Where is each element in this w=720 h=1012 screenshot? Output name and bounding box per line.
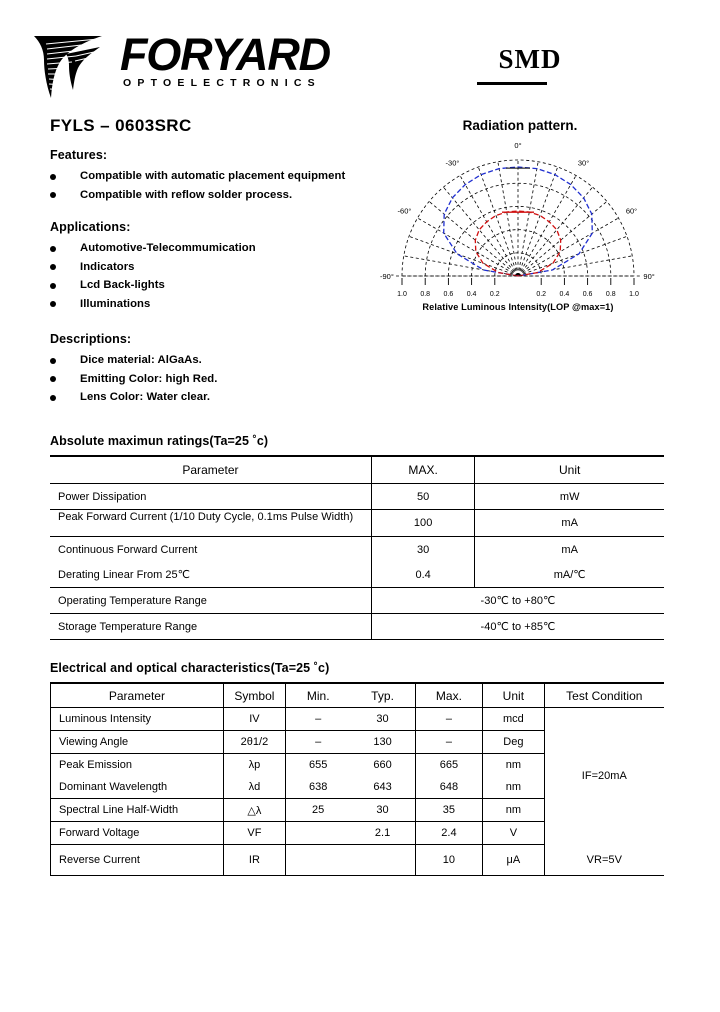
- svg-text:0.8: 0.8: [605, 291, 616, 298]
- cell-typ: 660: [373, 759, 392, 771]
- column-header-typ: Typ.: [350, 683, 415, 708]
- cell-parameter: Dominant Wavelength: [51, 776, 224, 799]
- applications-heading: Applications:: [50, 220, 131, 234]
- cell-typ: 30: [350, 799, 415, 822]
- cell-parameter: Peak Emission: [51, 754, 224, 777]
- svg-text:0°: 0°: [514, 140, 522, 150]
- svg-text:0.2: 0.2: [489, 291, 500, 298]
- features-section: [50, 148, 345, 204]
- cell-min: [286, 822, 351, 845]
- svg-text:30°: 30°: [577, 158, 590, 168]
- cell-max: 2.4: [415, 822, 482, 845]
- cell-typ: [350, 845, 415, 876]
- abs-max-table-title: Absolute maximun ratings(Ta=25 ˚c): [50, 434, 269, 448]
- cell-symbol: λd: [223, 776, 285, 799]
- cell-unit: nm: [483, 776, 544, 799]
- column-header-symbol: Symbol: [223, 683, 285, 708]
- part-number: FYLS – 0603SRC: [50, 116, 192, 135]
- svg-text:0.8: 0.8: [420, 291, 431, 298]
- cell-max: 100: [371, 510, 475, 537]
- applications-section: [50, 220, 256, 313]
- package-type-underline: [477, 82, 547, 85]
- cell-max: 30: [371, 537, 475, 563]
- table-row: [50, 614, 664, 640]
- electrical-optical-characteristics-table: [50, 682, 664, 876]
- cell-unit: μA: [483, 845, 544, 876]
- cell-unit: mA: [475, 510, 664, 537]
- svg-text:90°: 90°: [643, 272, 655, 281]
- column-header-min: Min.: [286, 683, 351, 708]
- cell-parameter: Operating Temperature Range: [50, 588, 371, 614]
- list-item: Automotive-Telecommumication: [50, 239, 256, 258]
- column-header-test-condition: Test Condition: [544, 683, 664, 708]
- radiation-pattern-title: Radiation pattern.: [462, 118, 578, 133]
- list-item: Compatible with reflow solder process.: [50, 186, 345, 205]
- cell-parameter: [50, 510, 371, 537]
- cell-typ: 2.1: [350, 822, 415, 845]
- electrical-table-title: Electrical and optical characteristics(Ta=25 ˚c): [50, 661, 330, 675]
- list-item: Dice material: AlGaAs.: [50, 351, 217, 370]
- cell-parameter: Continuous Forward Current: [50, 537, 371, 563]
- features-heading: Features:: [50, 148, 108, 162]
- cell-unit: nm: [483, 799, 544, 822]
- svg-text:0.6: 0.6: [443, 291, 454, 298]
- cell-min: [286, 845, 351, 876]
- list-item: Illuminations: [50, 295, 256, 314]
- brand-block: [120, 30, 330, 89]
- cell-min: 638: [286, 776, 351, 799]
- cell-symbol: IR: [223, 845, 285, 876]
- cell-parameter-text: Peak Forward Current (1/10 Duty Cycle, 0.1ms Pulse Width): [58, 511, 354, 523]
- cell-unit: mcd: [483, 708, 544, 731]
- cell-parameter: Power Dissipation: [50, 484, 371, 510]
- descriptions-heading: Descriptions:: [50, 332, 132, 346]
- list-item: Lens Color: Water clear.: [50, 388, 217, 407]
- cell-max: 35: [415, 799, 482, 822]
- svg-text:-90°: -90°: [379, 272, 394, 281]
- svg-text:0.4: 0.4: [466, 291, 477, 298]
- cell-min: –: [286, 731, 351, 754]
- cell-unit: nm: [483, 754, 544, 777]
- cell-parameter: Spectral Line Half-Width: [51, 799, 224, 822]
- foryard-logo-icon: [32, 32, 114, 100]
- descriptions-list: [50, 351, 217, 407]
- cell-value-span: -30℃ to +80℃: [371, 588, 664, 614]
- cell-max: –: [415, 731, 482, 754]
- cell-unit: V: [483, 822, 544, 845]
- cell-unit: mA: [561, 543, 578, 556]
- svg-text:60°: 60°: [625, 206, 638, 216]
- cell-parameter: Reverse Current: [51, 845, 224, 876]
- svg-text:0.2: 0.2: [536, 291, 547, 298]
- table-row: [51, 845, 665, 876]
- column-header-unit: Unit: [483, 683, 544, 708]
- table-header-row: [50, 456, 664, 484]
- radiation-pattern-chart: [378, 140, 658, 315]
- cell-parameter: Storage Temperature Range: [50, 614, 371, 640]
- cell-max: 50: [371, 484, 475, 510]
- table-header-row: [51, 683, 665, 708]
- cell-test-condition: IF=20mA: [544, 708, 664, 845]
- cell-max: 648: [415, 776, 482, 799]
- column-header-parameter: Parameter: [51, 683, 224, 708]
- cell-symbol: IV: [223, 708, 285, 731]
- cell-unit: mW: [475, 484, 664, 510]
- cell-max: 10: [415, 845, 482, 876]
- table-row: [51, 708, 665, 731]
- column-header-parameter: Parameter: [50, 456, 371, 484]
- cell-symbol: 2θ1/2: [223, 731, 285, 754]
- absolute-maximum-ratings-table: [50, 455, 664, 640]
- brand-tagline: OPTOELECTRONICS: [123, 77, 321, 89]
- cell-typ: 643: [350, 776, 415, 799]
- table-row: [50, 484, 664, 510]
- cell-parameter: Luminous Intensity: [51, 708, 224, 731]
- table-row: [50, 510, 664, 537]
- cell-symbol: VF: [223, 822, 285, 845]
- brand-name: FORYARD: [120, 29, 330, 80]
- cell-typ: 30: [350, 708, 415, 731]
- cell-test-condition: VR=5V: [544, 845, 664, 876]
- cell-symbol: △λ: [223, 799, 285, 822]
- table-row: [50, 537, 664, 563]
- svg-text:1.0: 1.0: [629, 291, 639, 298]
- cell-symbol: λp: [223, 754, 285, 777]
- cell-parameter: Viewing Angle: [51, 731, 224, 754]
- list-item: Emitting Color: high Red.: [50, 370, 217, 389]
- cell-min: –: [286, 708, 351, 731]
- table-row: [50, 588, 664, 614]
- applications-list: [50, 239, 256, 313]
- package-type-label: SMD: [498, 44, 562, 74]
- column-header-max: Max.: [415, 683, 482, 708]
- cell-parameter: Forward Voltage: [51, 822, 224, 845]
- cell-max: –: [415, 708, 482, 731]
- cell-min: 25: [286, 799, 351, 822]
- cell-max: 665: [415, 754, 482, 777]
- cell-parameter: Derating Linear From 25℃: [50, 562, 371, 588]
- column-header-max: MAX.: [371, 456, 475, 484]
- cell-value-span: -40℃ to +85℃: [371, 614, 664, 640]
- cell-unit: Deg: [483, 731, 544, 754]
- table-row: [50, 562, 664, 588]
- svg-text:1.0: 1.0: [397, 291, 407, 298]
- cell-unit: mA/℃: [475, 562, 664, 588]
- cell-min: 655: [286, 754, 351, 777]
- descriptions-section: [50, 332, 217, 407]
- column-header-unit: Unit: [475, 456, 664, 484]
- radiation-pattern-axis-label: Relative Luminous Intensity(LOP @max=1): [422, 302, 614, 312]
- features-list: [50, 167, 345, 204]
- svg-text:-30°: -30°: [445, 158, 460, 168]
- list-item: Indicators: [50, 258, 256, 277]
- svg-text:0.6: 0.6: [582, 291, 593, 298]
- svg-text:-60°: -60°: [397, 206, 412, 216]
- list-item: Lcd Back-lights: [50, 276, 256, 295]
- cell-max: 0.4: [371, 562, 475, 588]
- svg-text:0.4: 0.4: [559, 291, 570, 298]
- list-item: Compatible with automatic placement equipment: [50, 167, 345, 186]
- cell-typ: 130: [350, 731, 415, 754]
